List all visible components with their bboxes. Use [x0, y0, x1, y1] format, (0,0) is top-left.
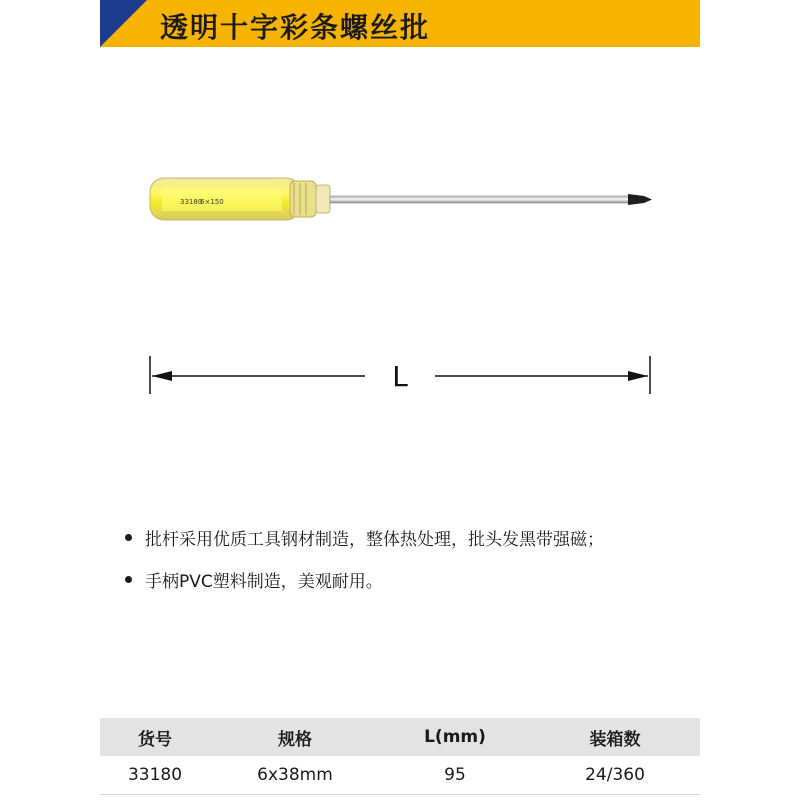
header-length: L(mm): [380, 718, 530, 756]
dimension-label: L: [392, 360, 408, 393]
table-header-row: [100, 718, 700, 756]
header-item-number: 货号: [100, 718, 210, 756]
length-dimension: [140, 350, 660, 400]
header-packing: 装箱数: [530, 718, 700, 756]
feature-text: 手柄PVC塑料制造，美观耐用。: [145, 571, 383, 592]
cell-spec: 6x38mm: [210, 756, 380, 795]
cell-length: 95: [380, 756, 530, 795]
bullet-icon: [125, 534, 132, 541]
handle-code-text: 33180: [180, 198, 203, 206]
spec-table: [100, 718, 700, 795]
handle-marking-text: 6×150: [200, 198, 224, 206]
page-title: 透明十字彩条螺丝批: [160, 11, 431, 44]
screwdriver-shaft: [330, 194, 652, 205]
title-triangle-decoration: [100, 0, 147, 47]
feature-text: 批杆采用优质工具钢材制造，整体热处理，批头发黑带强磁；: [145, 529, 604, 550]
title-bar: [100, 0, 700, 47]
screwdriver-handle: [150, 178, 330, 220]
table-row: [100, 756, 700, 795]
header-spec: 规格: [210, 718, 380, 756]
feature-list: [125, 522, 604, 606]
screwdriver-image: [140, 165, 660, 225]
cell-item-number: 33180: [100, 756, 210, 795]
feature-item: [125, 522, 604, 552]
feature-item: [125, 564, 604, 594]
cell-packing: 24/360: [530, 756, 700, 795]
bullet-icon: [125, 576, 132, 583]
